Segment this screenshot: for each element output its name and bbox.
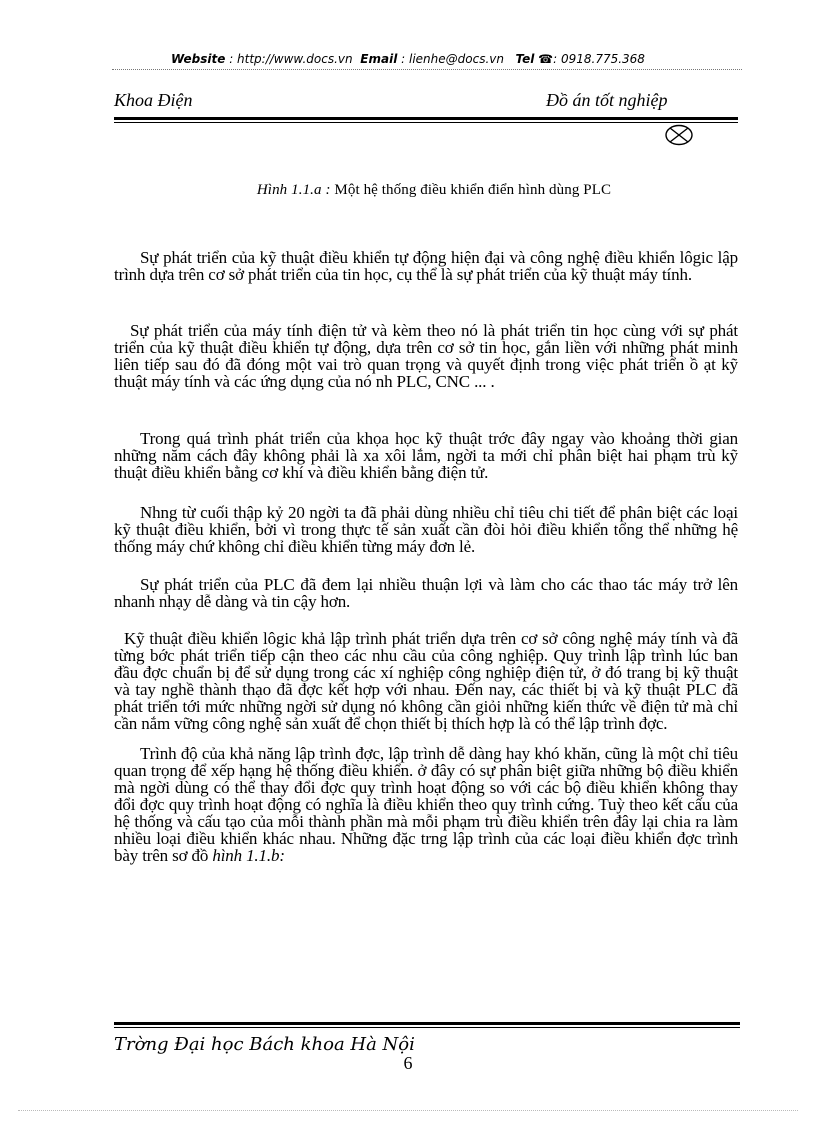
header-rule-thick bbox=[114, 117, 738, 120]
paragraph-3: Trong quá trình phát triển của khọa học kỹ thuật trớc đây ngay vào khoảng thời gian những năm cách đây không phải là xa xôi lắm, ngời ta mới chỉ phân biệt hai phạm trù kỹ thuật điều khiển bằng cơ khí và điều khiển bằng điện tử. bbox=[114, 429, 738, 482]
tel-value: : 0918.775.368 bbox=[553, 52, 645, 66]
phone-icon: ☎ bbox=[538, 52, 554, 66]
header-dotted-rule bbox=[112, 69, 742, 70]
paragraph-6: Kỹ thuật điều khiển lôgic khả lập trình phát triển dựa trên cơ sở công nghệ máy tính và đã từng bớc phát triển tiếp cận theo các nhu cầu của công nghiệp. Quy trình lập trình lúc ban đầu đợc chuẩn bị để sử dụng trong các xí nghiệp công nghiệp điện tử, ở đó trang bị kỹ thuật và tay nghề thành thạo đã đợc kết hợp với nhau. Đến nay, các thiết bị và kỹ thuật PLC đã phát triển tới mức những ngời sử dụng nó không cần giỏi những kiến thức về điện tử mà chỉ cần nắm vững công nghệ sản xuất để chọn thiết bị thích hợp là có thể lập trình đợc. bbox=[114, 629, 738, 733]
footer-school-name: Trờng Đại học Bách khoa Hà Nội bbox=[114, 1034, 415, 1055]
tel-label: Tel bbox=[515, 52, 535, 66]
footer-rule-thin bbox=[114, 1027, 740, 1028]
figure-label: Hình 1.1.a : bbox=[256, 182, 331, 198]
page-number: 6 bbox=[403, 1053, 413, 1073]
website-label: Website bbox=[171, 52, 226, 66]
bottom-dotted-rule bbox=[18, 1110, 798, 1111]
figure-reference: hình 1.1.b: bbox=[212, 846, 285, 865]
website-value[interactable]: : http://www.docs.vn bbox=[229, 52, 353, 66]
paragraph-4: Nhng từ cuối thập kỷ 20 ngời ta đã phải dùng nhiều chỉ tiêu chi tiết để phân biệt các loại kỹ thuật điều khiển, bởi vì trong thực tế sản xuất cần đòi hỏi điều khiển tổng thể những hệ thống máy chứ không chỉ điều khiển từng máy đơn lẻ. bbox=[114, 503, 738, 556]
department-label: Khoa Điện bbox=[114, 90, 193, 110]
project-label: Đồ án tốt nghiệp bbox=[546, 90, 668, 110]
crossed-circle-icon bbox=[664, 124, 694, 146]
header-rule-thin bbox=[114, 122, 738, 123]
figure-caption bbox=[0, 182, 816, 199]
paragraph-7-text: Trình độ của khả năng lập trình đợc, lập trình dễ dàng hay khó khăn, cũng là một chỉ tiêu quan trọng để xếp hạng hệ thống điều khiển. ở đây có sự phân biệt giữa những bộ điều khiển mà ngời dùng có thể thay đổi đợc quy trình hoạt động so với các bộ điều khiển không thay đổi đợc quy trình hoạt động có nghĩa là điều khiển theo quy trình cứng. Tuỳ theo kết cấu của hệ thống và cấu tạo của mỗi thành phần mà mỗi phạm trù điều khiển trên đây lại chia ra làm nhiều loại điều khiển khác nhau. Những đặc trng lập trình của các loại điều khiển đợc trình bày trên sơ đồ bbox=[114, 744, 738, 865]
paragraph-7 bbox=[114, 745, 738, 864]
paragraph-2: Sự phát triển của máy tính điện tử và kèm theo nó là phát triển tin học cùng với sự phát triển của kỹ thuật điều khiển tự động, dựa trên cơ sở tin học, gắn liền với những phát minh liên tiếp sau đó đã đóng một vai trò quan trọng và quyết định trong việc phát triển ồ ạt kỹ thuật máy tính và các ứng dụng của nó nh PLC, CNC ... . bbox=[114, 321, 738, 391]
paragraph-1: Sự phát triển của kỹ thuật điều khiển tự động hiện đại và công nghệ điều khiển lôgic lập trình dựa trên cơ sở phát triển của tin học, cụ thể là sự phát triển của kỹ thuật máy tính. bbox=[114, 248, 738, 284]
website-header bbox=[0, 52, 816, 66]
figure-caption-text: Một hệ thống điều khiển điển hình dùng PLC bbox=[330, 182, 612, 198]
paragraph-5: Sự phát triển của PLC đã đem lại nhiều thuận lợi và làm cho các thao tác máy trở lên nhanh nhạy dễ dàng và tin cậy hơn. bbox=[114, 575, 738, 611]
email-label: Email bbox=[360, 52, 398, 66]
footer-rule-thick bbox=[114, 1022, 740, 1025]
email-value[interactable]: : lienhe@docs.vn bbox=[401, 52, 504, 66]
